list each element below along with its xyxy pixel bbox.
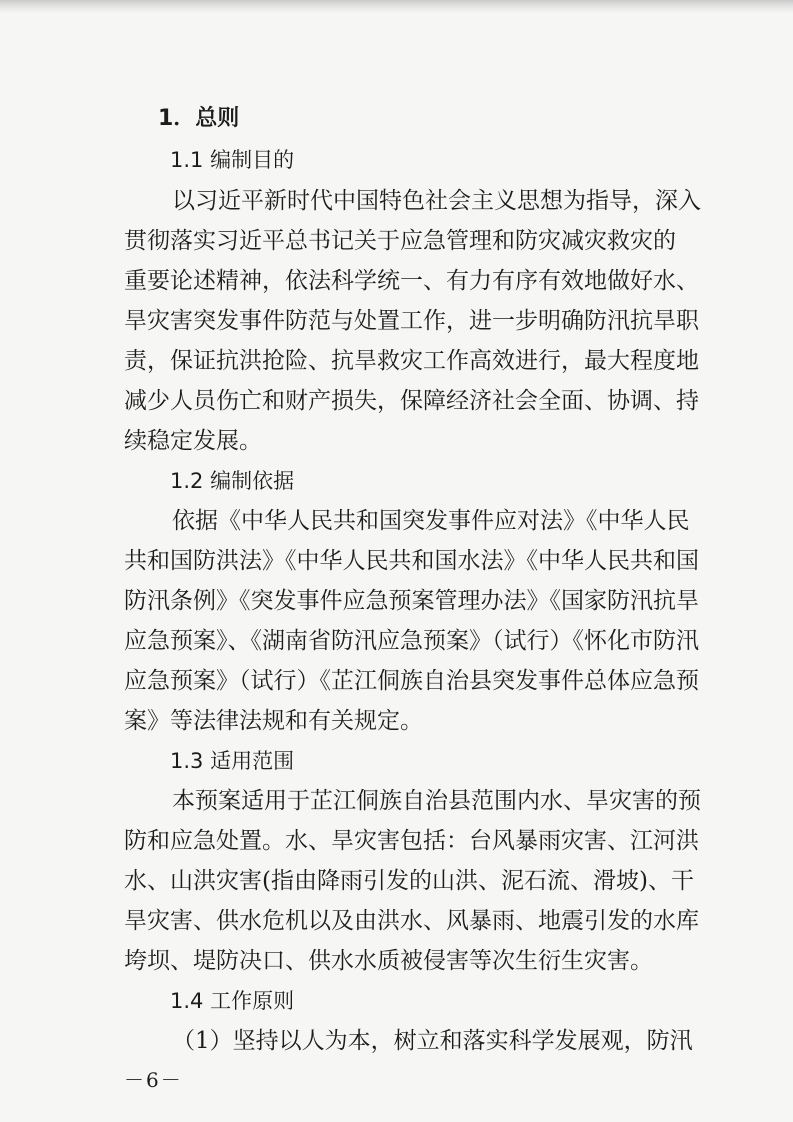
basis-line-6: 案》等法律法规和有关规定。 [124,708,423,734]
purpose-line-5: 责，保证抗洪抢险、抗旱救灾工作高效进行，最大程度地 [124,348,699,374]
basis-line-3: 防汛条例》《突发事件应急预案管理办法》《国家防汛抗旱 [124,588,699,614]
basis-line-1: 依据《中华人民共和国突发事件应对法》《中华人民 [172,508,690,534]
heading-general-principles: 1．总则 [158,106,240,131]
purpose-line-3: 重要论述精神，依法科学统一、有力有序有效地做好水、 [124,268,699,294]
purpose-line-2: 贯彻落实习近平总书记关于应急管理和防灾减灾救灾的 [124,228,676,254]
principles-line-1: （1）坚持以人为本，树立和落实科学发展观，防汛 [172,1028,693,1054]
basis-line-4: 应急预案》、《湖南省防汛应急预案》（试行）《怀化市防汛 [124,628,699,654]
heading-scope: 1.3 适用范围 [170,749,295,773]
basis-line-5: 应急预案》（试行）《芷江侗族自治县突发事件总体应急预 [124,668,699,694]
purpose-line-6: 减少人员伤亡和财产损失，保障经济社会全面、协调、持 [124,388,699,414]
scope-line-2: 防和应急处置。水、旱灾害包括：台风暴雨灾害、江河洪 [124,828,699,854]
heading-purpose: 1.1 编制目的 [170,148,295,172]
heading-principles: 1.4 工作原则 [170,989,295,1013]
purpose-line-7: 续稳定发展。 [124,428,262,454]
scope-line-1: 本预案适用于芷江侗族自治县范围内水、旱灾害的预 [172,788,701,814]
page-number: －6－ [124,1068,183,1092]
heading-basis: 1.2 编制依据 [170,469,295,493]
purpose-line-1: 以习近平新时代中国特色社会主义思想为指导，深入 [172,188,701,214]
scan-edge-shadow [0,0,793,14]
scope-line-3: 水、山洪灾害(指由降雨引发的山洪、泥石流、滑坡)、干 [124,868,694,894]
purpose-line-4: 旱灾害突发事件防范与处置工作，进一步明确防汛抗旱职 [124,308,699,334]
scope-line-4: 旱灾害、供水危机以及由洪水、风暴雨、地震引发的水库 [124,908,699,934]
scope-line-5: 垮坝、堤防决口、供水水质被侵害等次生衍生灾害。 [124,948,653,974]
basis-line-2: 共和国防洪法》《中华人民共和国水法》《中华人民共和国 [124,548,699,574]
